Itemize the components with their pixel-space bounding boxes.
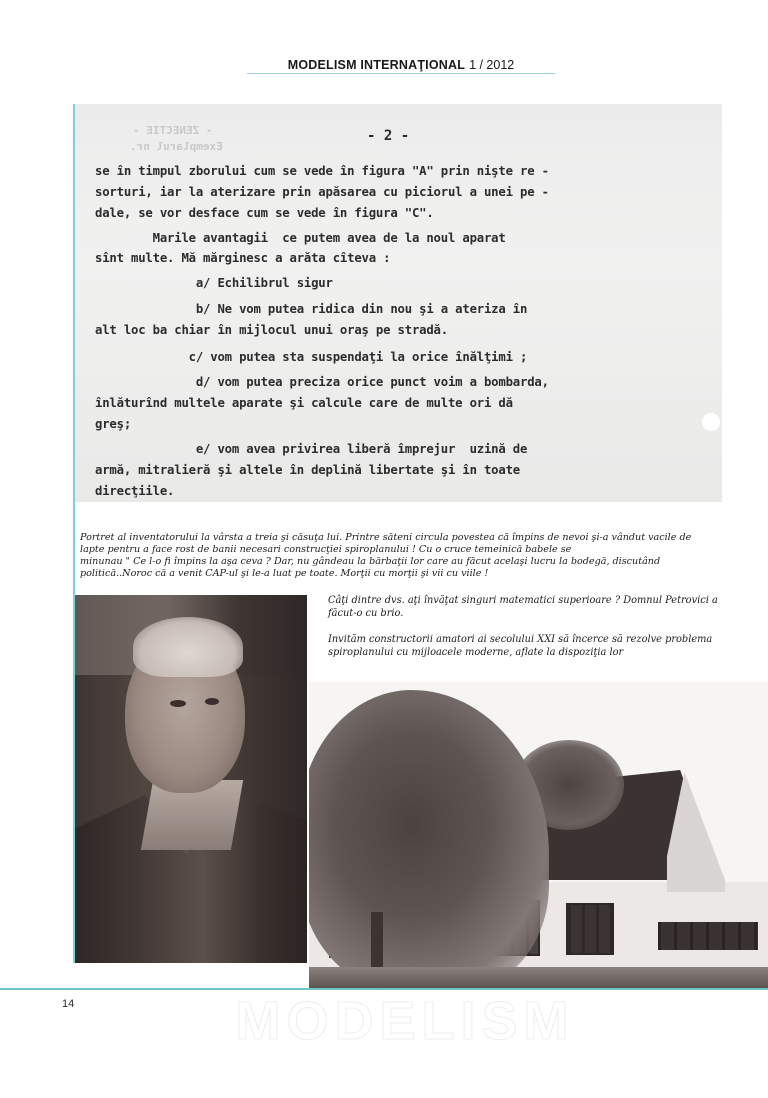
inventor-portrait-photo: [75, 595, 307, 963]
scanned-typewritten-document: [75, 104, 722, 502]
doc-line: se în timpul zborului cum se vede în figura "A" prin nişte re -: [95, 164, 549, 178]
caption-line: lapte pentru a face rost de banii necesari construcţiei spiroplanului ! Cu o cruce temeinică babele se: [80, 544, 572, 555]
punch-hole: [702, 413, 720, 431]
ground: [309, 967, 768, 988]
hair: [133, 617, 243, 677]
doc-line: direcţiile.: [95, 484, 175, 498]
photo-caption: [80, 532, 740, 580]
doc-line: alt loc ba chiar în mijlocul unui oraş pe stradă.: [95, 323, 448, 337]
doc-line: înlăturînd multele aparate şi calcule care de multe ori dă: [95, 396, 513, 410]
side-text: [328, 594, 728, 672]
magazine-title: MODELISM INTERNAŢIONAL: [287, 58, 466, 72]
doc-line: e/ vom avea privirea liberă împrejur uzină de: [95, 442, 528, 456]
bleedthrough-text: - ZENECTIE -: [133, 124, 213, 137]
doc-line: sînt multe. Mă mărginesc a arăta cîteva :: [95, 251, 391, 265]
page-marker: - 2 -: [367, 128, 410, 144]
footer-watermark: MODELISM: [235, 991, 575, 1051]
side-paragraph: Invităm constructorii amatori ai secolului XXI să încerce să rezolve problema spiroplanului cu mijloacele moderne, aflate la dispoziţia lor: [328, 634, 713, 658]
doc-line: greş;: [95, 417, 132, 431]
house-window: [566, 903, 614, 955]
house-photo: [309, 682, 768, 988]
house-window: [658, 922, 758, 950]
doc-line: a/ Echilibrul sigur: [95, 276, 333, 290]
doc-line: d/ vom putea preciza orice punct voim a bombarda,: [95, 375, 549, 389]
doc-line: dale, se vor desface cum se vede în figura "C".: [95, 206, 434, 220]
doc-line: armă, mitralieră şi altele în deplină libertate şi în toate: [95, 463, 520, 477]
caption-line: politică..Noroc că a venit CAP-ul şi le-a luat pe toate. Morţii cu morţii şi vii cu viile !: [80, 568, 489, 579]
header-divider: [247, 73, 555, 74]
doc-line: b/ Ne vom putea ridica din nou şi a ateriza în: [95, 302, 528, 316]
caption-line: minunau " Ce l-o fi împins la aşa ceva ? Dar, nu gândeau la bărbaţii lor care au făcut acelaşi lucru la bodegă, discutând: [80, 556, 661, 567]
doc-line: sorturi, iar la aterizare prin apăsarea cu piciorul a unei pe -: [95, 185, 549, 199]
caption-line: Portret al inventatorului la vârsta a treia şi căsuţa lui. Printre săteni circula povestea că împins de nevoi şi-a vândut vacile de: [80, 532, 692, 543]
doc-line: Marile avantagii ce putem avea de la noul aparat: [95, 231, 506, 245]
side-paragraph: Câţi dintre dvs. aţi învăţat singuri matematici superioare ? Domnul Petrovici a făcut-o cu brio.: [328, 595, 718, 619]
issue-number: 1 / 2012: [469, 58, 515, 72]
running-header: [247, 56, 555, 74]
doc-line: c/ vom putea sta suspendaţi la orice înălţimi ;: [95, 350, 528, 364]
page-number: 14: [62, 998, 75, 1010]
bleedthrough-text: Exemplarul nr.: [130, 140, 223, 153]
